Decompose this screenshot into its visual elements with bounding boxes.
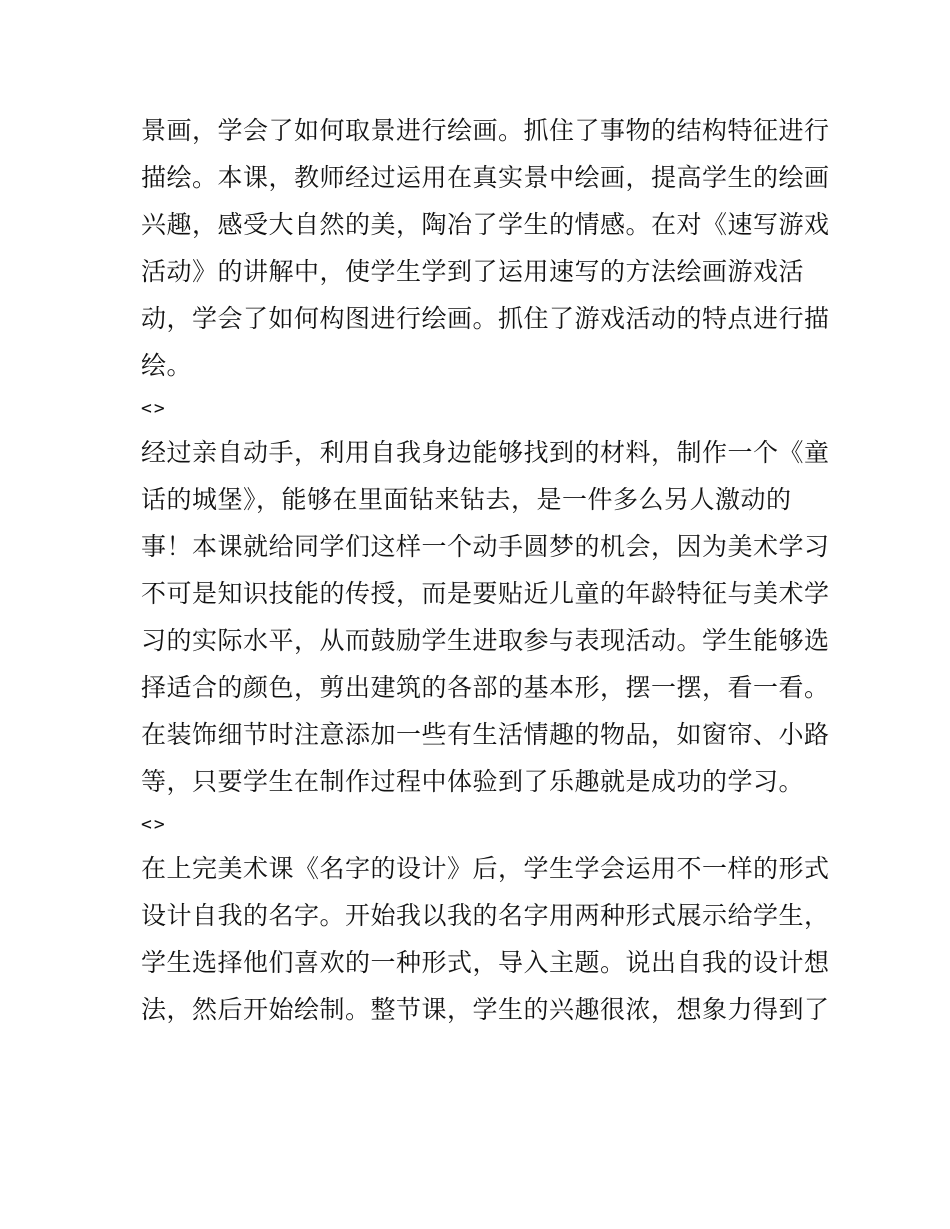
- text-line: 设计自我的名字。开始我以我的名字用两种形式展示给学生，: [141, 901, 830, 930]
- separator-marker: <>: [141, 814, 167, 835]
- text-line: 兴趣，感受大自然的美，陶冶了学生的情感。在对《速写游戏: [141, 210, 830, 239]
- text-line: 活动》的讲解中，使学生学到了运用速写的方法绘画游戏活: [141, 257, 805, 286]
- text-line: 话的城堡》，能够在里面钻来钻去，是一件多么另人激动的: [141, 485, 792, 514]
- text-line: 法，然后开始绘制。整节课，学生的兴趣很浓，想象力得到了: [141, 995, 830, 1024]
- text-line: 学生选择他们喜欢的一种形式，导入主题。说出自我的设计想: [141, 948, 830, 977]
- text-line: 等，只要学生在制作过程中体验到了乐趣就是成功的学习。: [141, 767, 805, 796]
- separator-marker: <>: [141, 398, 167, 419]
- text-line: 描绘。本课，教师经过运用在真实景中绘画，提高学生的绘画: [141, 163, 830, 192]
- text-line: 在装饰细节时注意添加一些有生活情趣的物品，如窗帘、小路: [141, 720, 830, 749]
- paragraph-3: [141, 845, 830, 1033]
- paragraph-2: [141, 429, 830, 805]
- text-line: 动，学会了如何构图进行绘画。抓住了游戏活动的特点进行描: [141, 304, 830, 333]
- text-line: 绘。: [141, 351, 193, 380]
- text-line: 事！本课就给同学们这样一个动手圆梦的机会，因为美术学习: [141, 532, 830, 561]
- text-line: 在上完美术课《名字的设计》后，学生学会运用不一样的形式: [141, 854, 830, 883]
- text-line: 择适合的颜色，剪出建筑的各部的基本形，摆一摆，看一看。: [141, 673, 830, 702]
- paragraph-1: [141, 107, 830, 389]
- document-body: [141, 107, 830, 1033]
- text-line: 景画，学会了如何取景进行绘画。抓住了事物的结构特征进行: [141, 116, 830, 145]
- text-line: 不可是知识技能的传授，而是要贴近儿童的年龄特征与美术学: [141, 579, 830, 608]
- text-line: 经过亲自动手，利用自我身边能够找到的材料，制作一个《童: [141, 438, 830, 467]
- text-line: 习的实际水平，从而鼓励学生进取参与表现活动。学生能够选: [141, 626, 830, 655]
